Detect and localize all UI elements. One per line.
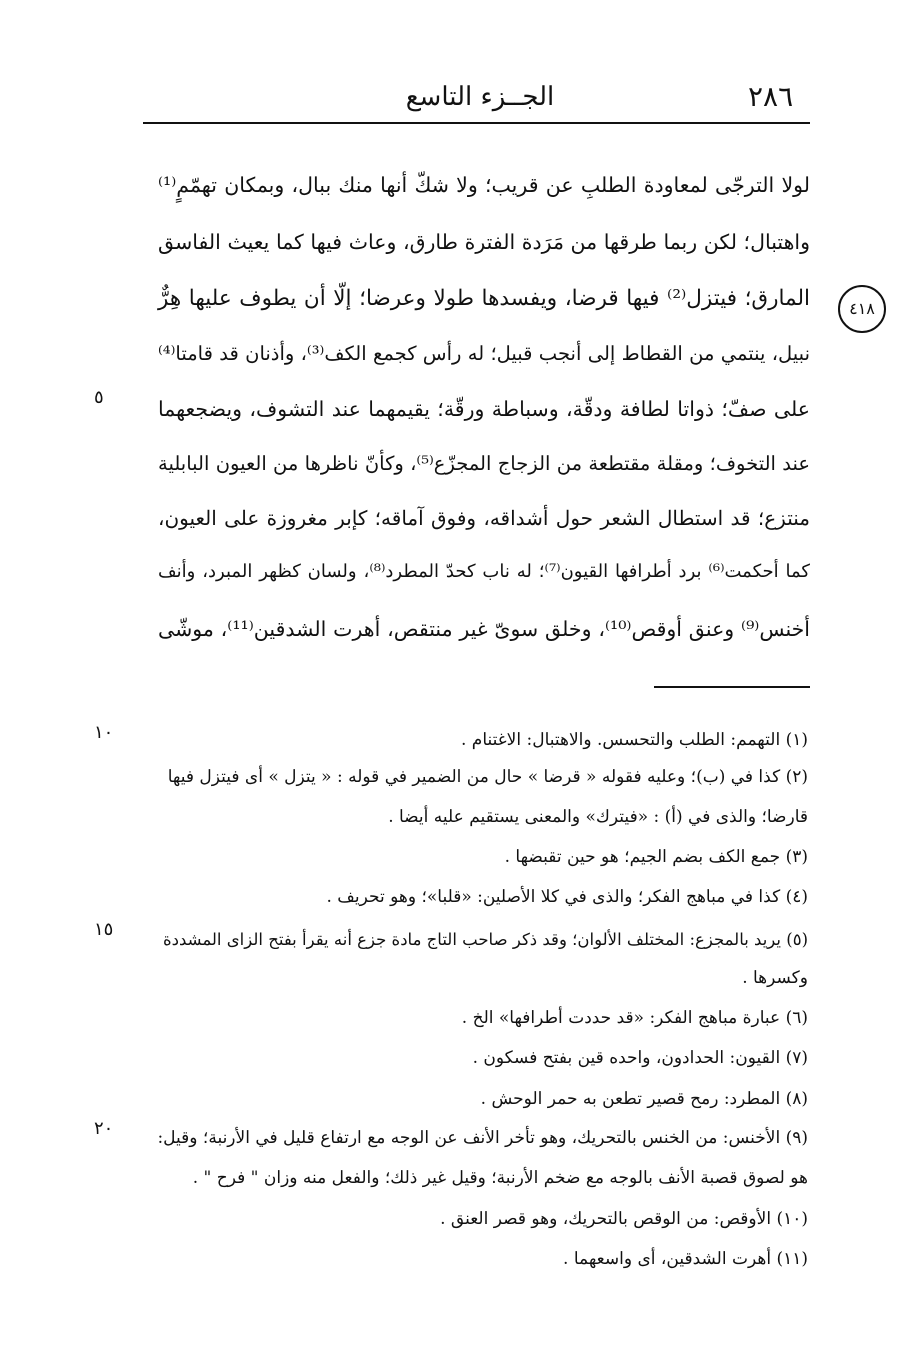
- footnote-line: (١١) أهرت الشدقين، أى واسعهما .: [563, 1249, 808, 1269]
- footnote-line: (١) التهمم: الطلب والتحسس. والاهتبال: الاغتنام .: [461, 730, 808, 750]
- footnote-line: (٨) المطرد: رمح قصير تطعن به حمر الوحش .: [480, 1089, 808, 1109]
- body-text-line: كما أحكمت⁽⁶⁾ برد أطرافها القيون⁽⁷⁾؛ له ناب كحدّ المطرد⁽⁸⁾، ولسان كظهر المبرد، وأنف: [158, 561, 810, 582]
- header-rule: [143, 122, 810, 124]
- footnote-line: (٥) يريد بالمجزع: المختلف الألوان؛ وقد ذكر صاحب التاج مادة جزع أنه يقرأ بفتح الزاى المشددة: [162, 930, 808, 949]
- body-text-line: على صفّ؛ ذواتا لطافة ودقّة، وسباطة ورقّة؛ يقيمهما عند التشوف، ويضجعهما: [158, 397, 810, 421]
- footnote-line: (٦) عبارة مباهج الفكر: «قد حددت أطرافها» الخ .: [461, 1008, 808, 1028]
- footnote-line: (٣) جمع الكف بضم الجيم؛ هو حين تقبضها .: [504, 847, 808, 867]
- running-header-title: الجــزء التاسع: [405, 82, 555, 112]
- line-number: ١٥: [94, 919, 114, 940]
- footnote-separator: [654, 686, 810, 688]
- body-text-line: عند التخوف؛ ومقلة مقتطعة من الزجاج المجزّع⁽⁵⁾، وكأنّ ناظرها من العيون البابلية: [158, 452, 810, 475]
- body-text-line: واهتبال؛ لكن ربما طرقها من مَرَدة الفترة طارق، وعاث فيها كما يعيث الفاسق: [158, 230, 810, 254]
- margin-reference-number: ٤١٨: [838, 285, 886, 333]
- footnote-line: هو لصوق قصبة الأنف بالوجه مع ضخم الأرنبة؛ وقيل غير ذلك؛ والفعل منه وزان " فرح " .: [192, 1168, 808, 1188]
- line-number: ٢٠: [94, 1118, 114, 1139]
- body-text-line: منتزع؛ قد استطال الشعر حول أشداقه، وفوق آماقه؛ كإبر مغروزة على العيون،: [158, 506, 810, 530]
- footnote-line: (٩) الأخنس: من الخنس بالتحريك، وهو تأخر الأنف عن الوجه مع ارتفاع قليل في الأرنبة؛ وقيل:: [157, 1128, 808, 1148]
- footnote-line: (٤) كذا في مباهج الفكر؛ والذى في كلا الأصلين: «قلبا»؛ وهو تحريف .: [326, 887, 808, 907]
- page-number: ٢٨٦: [748, 80, 794, 113]
- body-text-line: نبيل، ينتمي من القطاط إلى أنجب قبيل؛ له رأس كجمع الكف⁽³⁾، وأذنان قد قامتا⁽⁴⁾: [158, 342, 810, 365]
- body-text-line: أخنس⁽⁹⁾ وعنق أوقص⁽¹⁰⁾، وخلق سوىّ غير منتقص، أهرت الشدقين⁽¹¹⁾، موشّى: [158, 617, 811, 641]
- line-number: ١٠: [94, 722, 114, 743]
- line-number: ٥: [94, 387, 104, 408]
- footnote-line: (٢) كذا في (ب)؛ وعليه فقوله « قرضا » حال من الضمير في قوله : « يتزل » أى فيتزل فيها: [167, 767, 808, 787]
- footnote-line: (١٠) الأوقص: من الوقص بالتحريك، وهو قصر العنق .: [440, 1209, 808, 1229]
- body-text-line: لولا الترجّى لمعاودة الطلبِ عن قريب؛ ولا شكّ أنها منك ببال، وبمكان تهمّمٍ⁽¹⁾: [158, 173, 810, 197]
- body-text-line: المارق؛ فيتزل⁽²⁾ فيها قرضا، ويفسدها طولا وعرضا؛ إلّا أن يطوف عليها هِرٌّ: [158, 286, 810, 311]
- footnote-line: قارضا؛ والذى في (أ) : «فيترك» والمعنى يستقيم عليه أيضا .: [388, 807, 808, 827]
- footnote-line: (٧) القيون: الحدادون، واحده قين بفتح فسكون .: [472, 1048, 808, 1068]
- footnote-line: وكسرها .: [742, 968, 808, 988]
